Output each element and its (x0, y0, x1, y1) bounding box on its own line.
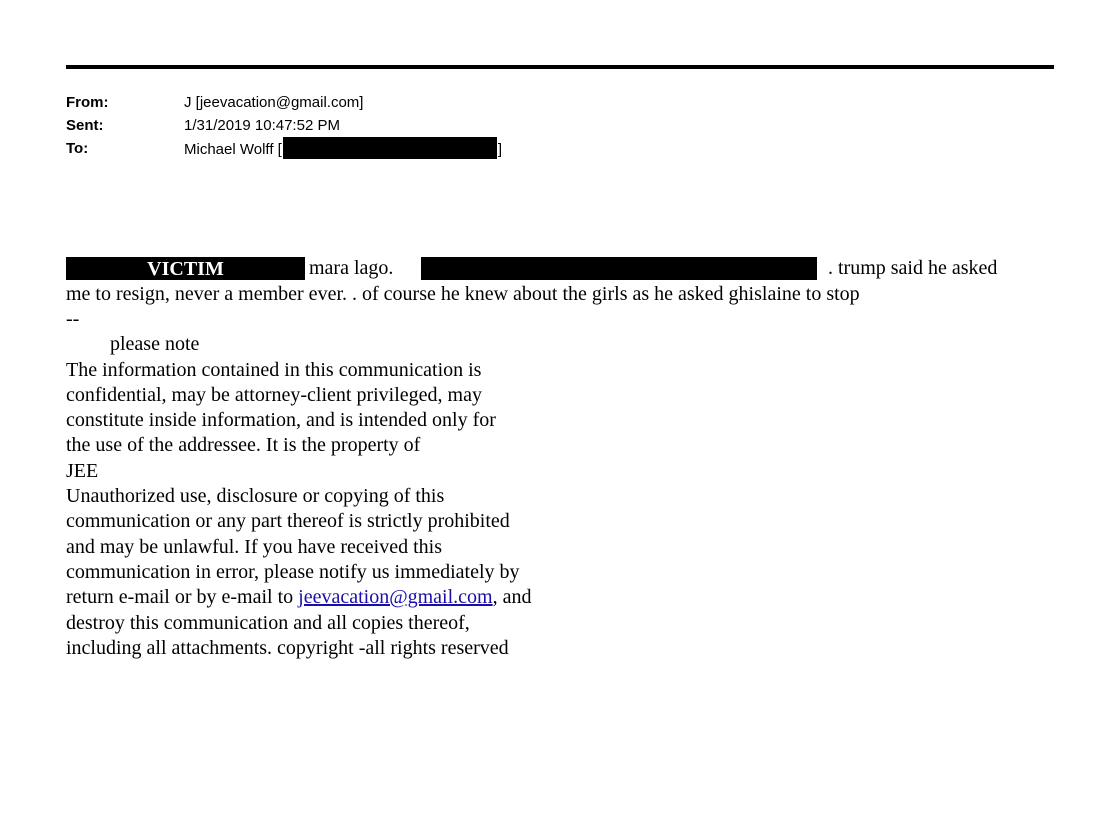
sent-label: Sent: (66, 117, 104, 134)
sent-value: 1/31/2019 10:47:52 PM (184, 117, 340, 134)
signature-line: Unauthorized use, disclosure or copying of this (66, 485, 445, 508)
signature-separator: -- (66, 308, 80, 330)
signature-line: destroy this communication and all copies thereof, (66, 611, 470, 634)
body-line-1-part-1: mara lago. (309, 257, 394, 279)
to-address-redaction (283, 137, 497, 159)
body-line-2: me to resign, never a member ever. . of course he knew about the girls as he asked ghislaine to stop (66, 283, 860, 305)
from-value: J [jeevacation@gmail.com] (184, 94, 364, 111)
from-label: From: (66, 94, 109, 111)
return-line-suffix: , and (492, 586, 532, 609)
signature-line: communication or any part thereof is strictly prohibited (66, 510, 510, 533)
to-label: To: (66, 140, 89, 157)
signature-return-line (66, 585, 531, 610)
signature-line: the use of the addressee. It is the property of (66, 434, 421, 457)
to-value-prefix: Michael Wolff [ (184, 140, 282, 158)
signature-note-title: please note (110, 333, 200, 356)
signature-block (66, 307, 531, 661)
header-top-rule (66, 65, 1054, 69)
body-redaction-block (421, 257, 817, 280)
signature-line: communication in error, please notify us immediately by (66, 560, 520, 583)
signature-line: including all attachments. copyright -all rights reserved (66, 636, 509, 659)
signature-line: and may be unlawful. If you have received this (66, 535, 442, 558)
signature-line: constitute inside information, and is intended only for (66, 409, 496, 432)
to-value-suffix: ] (497, 140, 502, 158)
victim-redaction: VICTIM (66, 257, 305, 280)
signature-line: JEE (66, 459, 99, 482)
body-line-1-part-2: . trump said he asked (828, 257, 998, 279)
return-line-prefix: return e-mail or by e-mail to (66, 586, 299, 609)
email-link[interactable]: jeevacation@gmail.com (298, 586, 493, 609)
signature-line: confidential, may be attorney-client privileged, may (66, 383, 482, 406)
signature-line: The information contained in this communication is (66, 358, 482, 381)
to-value (184, 139, 502, 161)
